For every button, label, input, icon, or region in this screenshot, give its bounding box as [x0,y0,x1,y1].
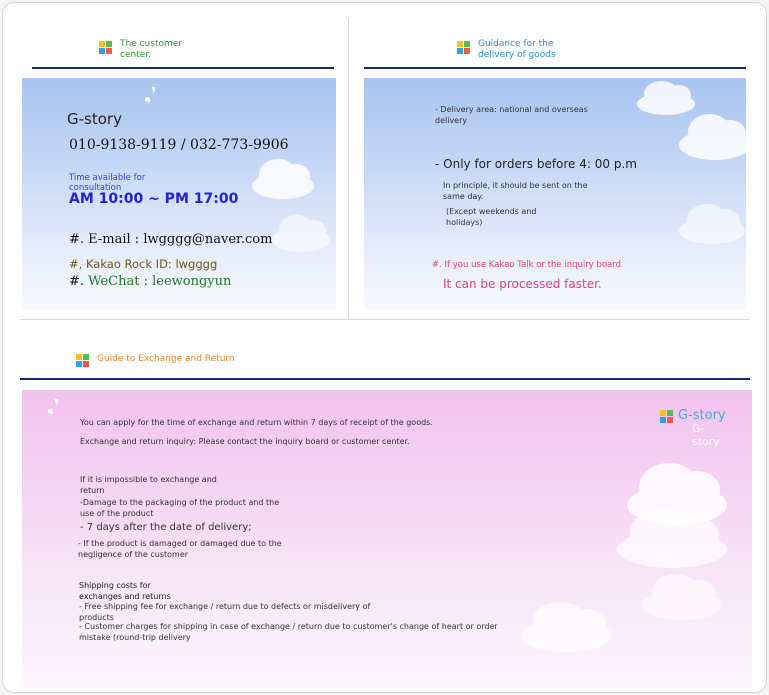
packaging-damage-line2: use of the product [80,509,154,518]
cloud-decoration [522,620,612,652]
consultation-hours: AM 10:00 ~ PM 17:00 [69,191,239,207]
grid-logo-icon [457,41,470,54]
grid-logo-icon [660,410,673,423]
hours-label-line1: Time available for [69,173,146,183]
shipping-heading-line1: Shipping costs for [79,581,151,590]
hours-label [69,173,145,193]
hours-label-line2: consultation [69,183,122,193]
impossible-line2: return [80,486,105,495]
cloud-decoration [617,530,727,568]
water-drop-icon: ❟❜ [144,84,157,105]
except-line1: (Except weekends and [446,207,537,216]
exchange-panel [22,390,752,688]
kakao-id: #, Kakao Rock ID: lwgggg [69,257,218,271]
impossible-line1: If it is impossible to exchange and [80,475,217,484]
kakao-note: #. If you use Kakao Talk or the inquiry board [432,260,622,270]
order-cutoff: - Only for orders before 4: 00 p.m [435,157,637,171]
customer-charges-line2: mistake (round-trip delivery [79,633,191,642]
negligence-line1: - If the product is damaged or damaged due to the [78,539,282,548]
customer-panel [22,78,336,310]
delivery-panel [364,78,746,310]
customer-title-line2: center. [120,50,151,60]
cloud-decoration [642,590,722,620]
wechat-id: WeChat : leewongyun [88,274,232,289]
free-shipping-note [79,601,370,623]
delivery-title-line1: Guidance for the [478,39,554,49]
email-address[interactable]: #. E-mail : lwgggg@naver.com [69,232,273,247]
same-day-line1: In principle, it should be sent on the [443,181,588,190]
horizontal-divider [20,319,750,320]
logo-shadow-text: G-story [692,422,720,448]
except-line2: holidays) [446,218,483,227]
vertical-divider [348,18,349,320]
exchange-inquiry: Exchange and return inquiry: Please contact the inquiry board or customer center. [80,437,410,446]
exchange-heading-rule [20,378,750,380]
customer-charges-line1: - Customer charges for shipping in case of exchange / return due to customer's change of heart or order [79,622,498,631]
cloud-decoration [272,228,330,252]
customer-heading-rule [32,67,334,69]
exchange-period: You can apply for the time of exchange and return within 7 days of receipt of the goods. [80,418,433,427]
customer-title-line1: The customer [120,39,182,49]
shipping-heading [79,580,171,602]
wechat-prefix: #. [69,274,89,289]
customer-negligence [78,538,282,560]
impossible-heading [80,474,217,496]
delivery-area-line2: delivery [435,116,468,125]
shipping-heading-line2: exchanges and returns [79,592,171,601]
customer-center-heading [99,39,182,61]
negligence-line2: negligence of the customer [78,550,189,559]
exchange-title: Guide to Exchange and Return [97,354,235,364]
exchange-heading [76,352,235,367]
same-day-note [443,180,588,202]
delivery-title-line2: delivery of goods [478,50,556,60]
delivery-heading-rule [364,67,746,69]
customer-charges-note [79,621,498,643]
brand-name: G-story [67,110,122,128]
except-note [446,206,536,228]
cloud-decoration [679,130,746,160]
water-drop-icon: ❟❜ [47,396,60,417]
delivery-area [435,104,588,126]
free-shipping-line2: products [79,613,114,622]
same-day-line2: same day. [443,192,484,201]
logo-text: G-story [678,408,726,423]
cloud-decoration [679,218,745,244]
delivery-area-line1: - Delivery area: national and overseas [435,105,588,114]
phone-numbers: 010-9138-9119 / 032-773-9906 [69,137,289,153]
packaging-damage-line1: -Damage to the packaging of the product and the [80,498,280,507]
free-shipping-line1: - Free shipping fee for exchange / return due to defects or misdelivery of [79,602,371,611]
seven-days-rule: - 7 days after the date of delivery; [80,522,252,533]
grid-logo-icon [76,354,89,367]
delivery-heading [457,39,556,61]
cloud-decoration [637,93,695,115]
gstory-logo [660,408,726,448]
packaging-damage [80,497,279,519]
faster-processing: It can be processed faster. [443,277,602,291]
cloud-decoration [252,173,314,199]
wechat-row [69,274,231,289]
grid-logo-icon [99,41,112,54]
